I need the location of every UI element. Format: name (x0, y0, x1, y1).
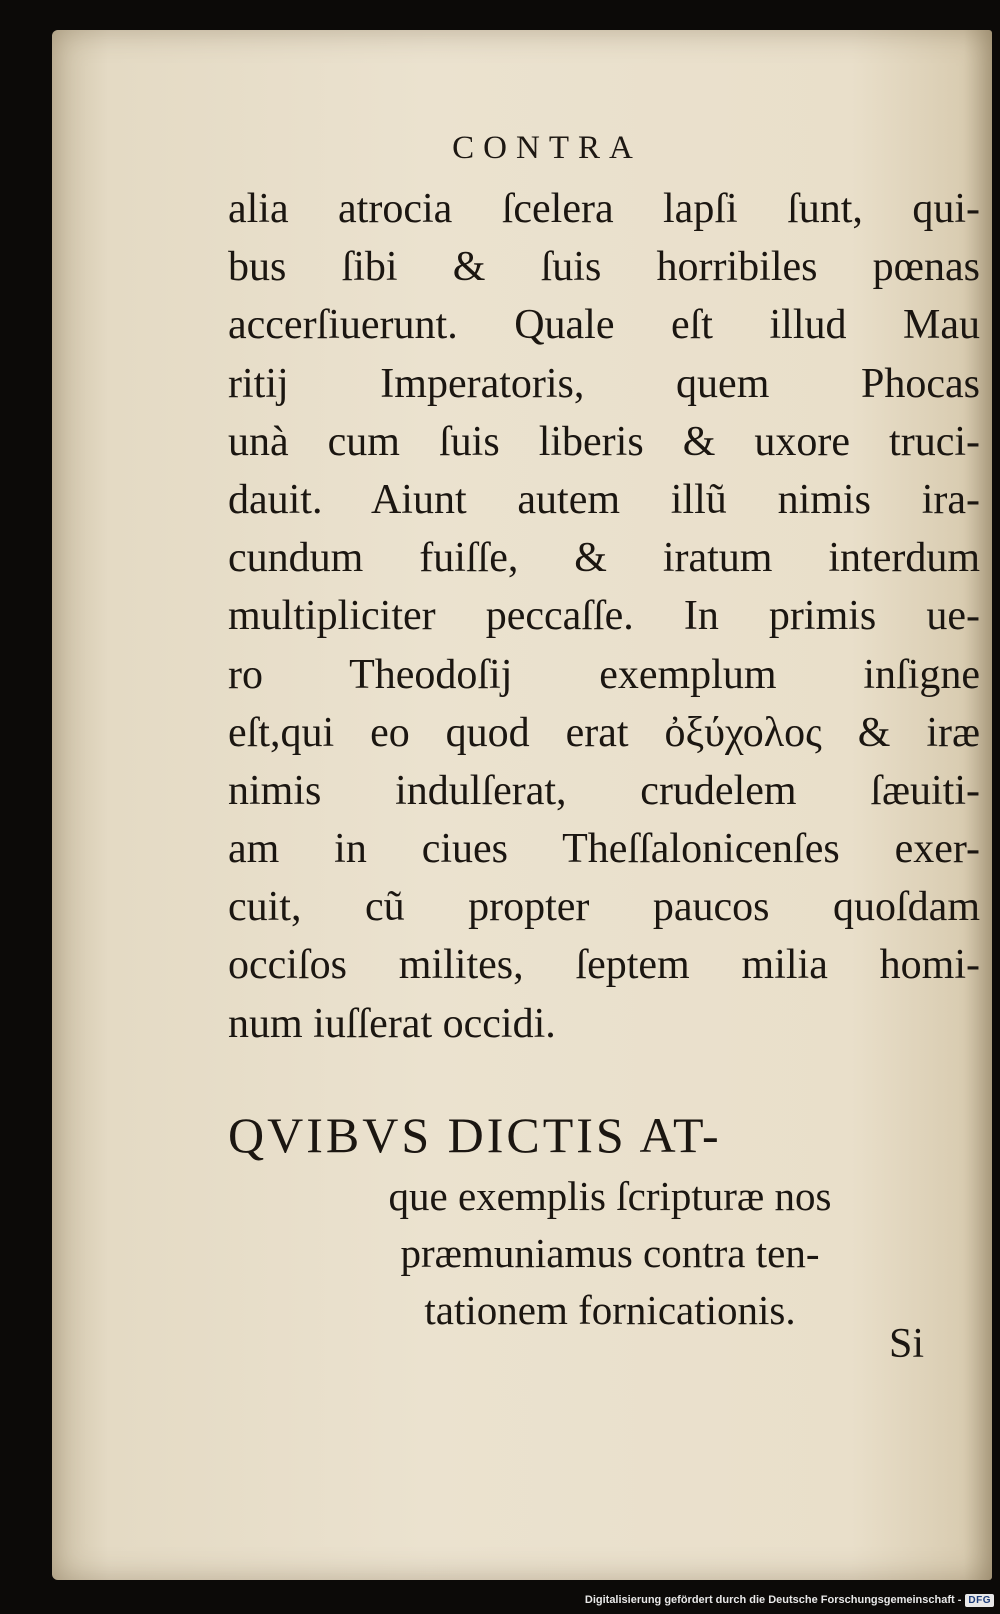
text-line: eſt,qui eo quod erat ὀξύχολος & iræ (228, 709, 980, 756)
text-line: accerſiuerunt. Quale eſt illud Mau (228, 302, 980, 349)
text-line: ro Theodoſij exemplum inſigne (228, 651, 980, 698)
section-heading-line: que exemplis ſcripturæ nos (388, 1173, 832, 1219)
text-line: cuit, cũ propter paucos quoſdam (228, 884, 980, 931)
credit-text: Digitalisierung gefördert durch die Deutsche Forschungsgemeinschaft - (584, 1594, 962, 1606)
text-line: num iuſſerat occidi. (228, 1000, 556, 1047)
text-line: multipliciter peccaſſe. In primis ue- (228, 593, 980, 640)
text-line: ritij Imperatoris, quem Phocas (228, 360, 980, 407)
dfg-logo-icon: DFG (965, 1594, 994, 1607)
text-line: bus ſibi & ſuis horribiles pœnas (228, 244, 980, 291)
body-text (228, 180, 980, 1053)
running-header: CONTRA (452, 130, 642, 166)
text-line: nimis indulſerat, crudelem ſæuiti- (228, 767, 980, 814)
section-heading-line: tationem fornicationis. (424, 1287, 796, 1333)
text-line: dauit. Aiunt autem illũ nimis ira- (228, 476, 980, 523)
section-heading-first-line: QVIBVS DICTIS AT- (228, 1107, 722, 1163)
text-line: am in ciues Theſſalonicenſes exer- (228, 826, 980, 873)
text-line: alia atrocia ſcelera lapſi ſunt, qui- (228, 186, 980, 232)
catchword: Si (888, 1321, 924, 1367)
text-line: occiſos milites, ſeptem milia homi- (228, 942, 980, 989)
text-line: unà cum ſuis liberis & uxore truci- (228, 418, 980, 465)
book-page (52, 30, 992, 1580)
text-line: cundum fuiſſe, & iratum interdum (228, 535, 980, 582)
section-heading-line: præmuniamus contra ten- (400, 1230, 820, 1276)
digitization-credit (585, 1591, 994, 1609)
section-heading (228, 1102, 992, 1339)
